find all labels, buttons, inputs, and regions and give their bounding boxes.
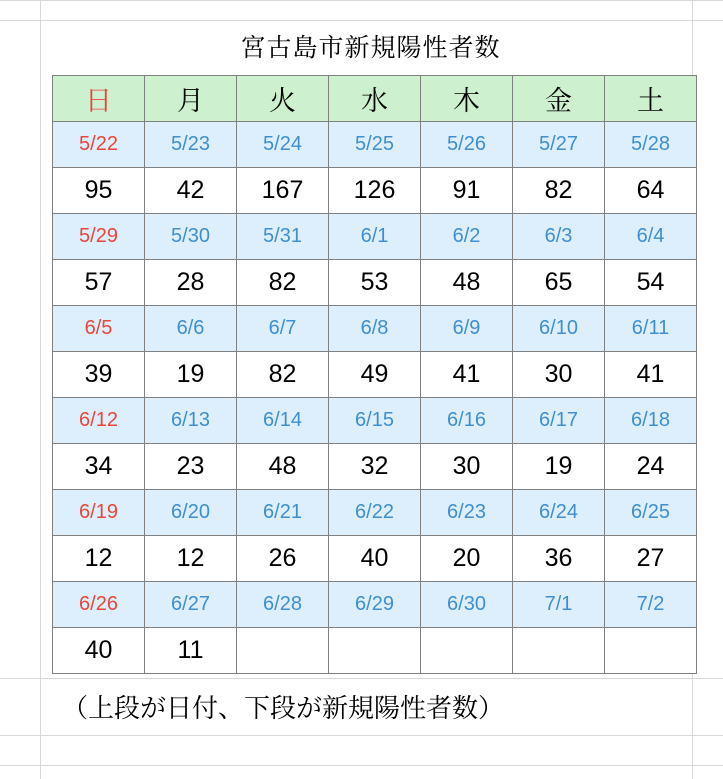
date-cell: 6/14 — [237, 398, 329, 444]
table-row — [53, 214, 697, 260]
count-cell — [329, 628, 421, 674]
date-cell: 6/22 — [329, 490, 421, 536]
date-cell: 6/6 — [145, 306, 237, 352]
table-header-row — [53, 76, 697, 122]
count-cell: 126 — [329, 168, 421, 214]
date-cell: 6/3 — [513, 214, 605, 260]
count-cell: 57 — [53, 260, 145, 306]
table-row — [53, 444, 697, 490]
date-cell: 6/21 — [237, 490, 329, 536]
header-friday: 金 — [513, 76, 605, 122]
count-cell: 91 — [421, 168, 513, 214]
count-cell: 40 — [53, 628, 145, 674]
date-cell: 5/23 — [145, 122, 237, 168]
count-cell: 48 — [421, 260, 513, 306]
count-cell: 27 — [605, 536, 697, 582]
count-cell: 32 — [329, 444, 421, 490]
table-row — [53, 260, 697, 306]
date-cell: 7/1 — [513, 582, 605, 628]
date-cell: 6/11 — [605, 306, 697, 352]
date-cell: 6/26 — [53, 582, 145, 628]
date-cell: 6/29 — [329, 582, 421, 628]
header-thursday: 木 — [421, 76, 513, 122]
header-wednesday: 水 — [329, 76, 421, 122]
table-row — [53, 352, 697, 398]
date-cell: 6/25 — [605, 490, 697, 536]
count-cell — [513, 628, 605, 674]
date-cell: 6/20 — [145, 490, 237, 536]
count-cell: 54 — [605, 260, 697, 306]
date-cell: 6/13 — [145, 398, 237, 444]
page-title: 宮古島市新規陽性者数 — [240, 34, 501, 62]
date-cell: 5/22 — [53, 122, 145, 168]
count-cell: 64 — [605, 168, 697, 214]
table-row — [53, 536, 697, 582]
count-cell: 30 — [421, 444, 513, 490]
date-cell: 5/30 — [145, 214, 237, 260]
date-cell: 5/28 — [605, 122, 697, 168]
count-cell: 36 — [513, 536, 605, 582]
count-cell: 82 — [513, 168, 605, 214]
count-cell: 19 — [145, 352, 237, 398]
count-cell: 49 — [329, 352, 421, 398]
table-row — [53, 168, 697, 214]
count-cell: 42 — [145, 168, 237, 214]
date-cell: 6/1 — [329, 214, 421, 260]
date-cell: 5/26 — [421, 122, 513, 168]
count-cell — [237, 628, 329, 674]
header-tuesday: 火 — [237, 76, 329, 122]
header-sunday: 日 — [53, 76, 145, 122]
count-cell: 12 — [53, 536, 145, 582]
count-cell: 19 — [513, 444, 605, 490]
date-cell: 6/17 — [513, 398, 605, 444]
table-row — [53, 122, 697, 168]
date-cell: 6/9 — [421, 306, 513, 352]
table-row — [53, 490, 697, 536]
date-cell: 6/15 — [329, 398, 421, 444]
count-cell: 48 — [237, 444, 329, 490]
date-cell: 6/19 — [53, 490, 145, 536]
date-cell: 6/18 — [605, 398, 697, 444]
count-cell: 30 — [513, 352, 605, 398]
table-row — [53, 398, 697, 444]
count-cell: 28 — [145, 260, 237, 306]
date-cell: 6/4 — [605, 214, 697, 260]
count-cell: 95 — [53, 168, 145, 214]
date-cell: 6/24 — [513, 490, 605, 536]
date-cell: 6/10 — [513, 306, 605, 352]
count-cell: 24 — [605, 444, 697, 490]
header-monday: 月 — [145, 76, 237, 122]
count-cell: 12 — [145, 536, 237, 582]
count-cell: 26 — [237, 536, 329, 582]
count-cell: 82 — [237, 352, 329, 398]
count-cell: 23 — [145, 444, 237, 490]
date-cell: 5/27 — [513, 122, 605, 168]
covid-cases-table — [52, 75, 697, 674]
date-cell: 7/2 — [605, 582, 697, 628]
count-cell: 41 — [421, 352, 513, 398]
date-cell: 6/27 — [145, 582, 237, 628]
count-cell: 65 — [513, 260, 605, 306]
date-cell: 5/24 — [237, 122, 329, 168]
count-cell — [605, 628, 697, 674]
table-row — [53, 628, 697, 674]
count-cell — [421, 628, 513, 674]
table-caption: （上段が日付、下段が新規陽性者数） — [62, 693, 505, 723]
count-cell: 39 — [53, 352, 145, 398]
date-cell: 6/28 — [237, 582, 329, 628]
table-row — [53, 582, 697, 628]
header-saturday: 土 — [605, 76, 697, 122]
date-cell: 6/12 — [53, 398, 145, 444]
table-row — [53, 306, 697, 352]
date-cell: 6/30 — [421, 582, 513, 628]
date-cell: 6/5 — [53, 306, 145, 352]
date-cell: 5/25 — [329, 122, 421, 168]
count-cell: 20 — [421, 536, 513, 582]
date-cell: 6/23 — [421, 490, 513, 536]
count-cell: 34 — [53, 444, 145, 490]
date-cell: 5/31 — [237, 214, 329, 260]
count-cell: 82 — [237, 260, 329, 306]
date-cell: 6/7 — [237, 306, 329, 352]
date-cell: 6/16 — [421, 398, 513, 444]
count-cell: 40 — [329, 536, 421, 582]
count-cell: 53 — [329, 260, 421, 306]
date-cell: 6/8 — [329, 306, 421, 352]
count-cell: 11 — [145, 628, 237, 674]
count-cell: 41 — [605, 352, 697, 398]
date-cell: 5/29 — [53, 214, 145, 260]
date-cell: 6/2 — [421, 214, 513, 260]
count-cell: 167 — [237, 168, 329, 214]
